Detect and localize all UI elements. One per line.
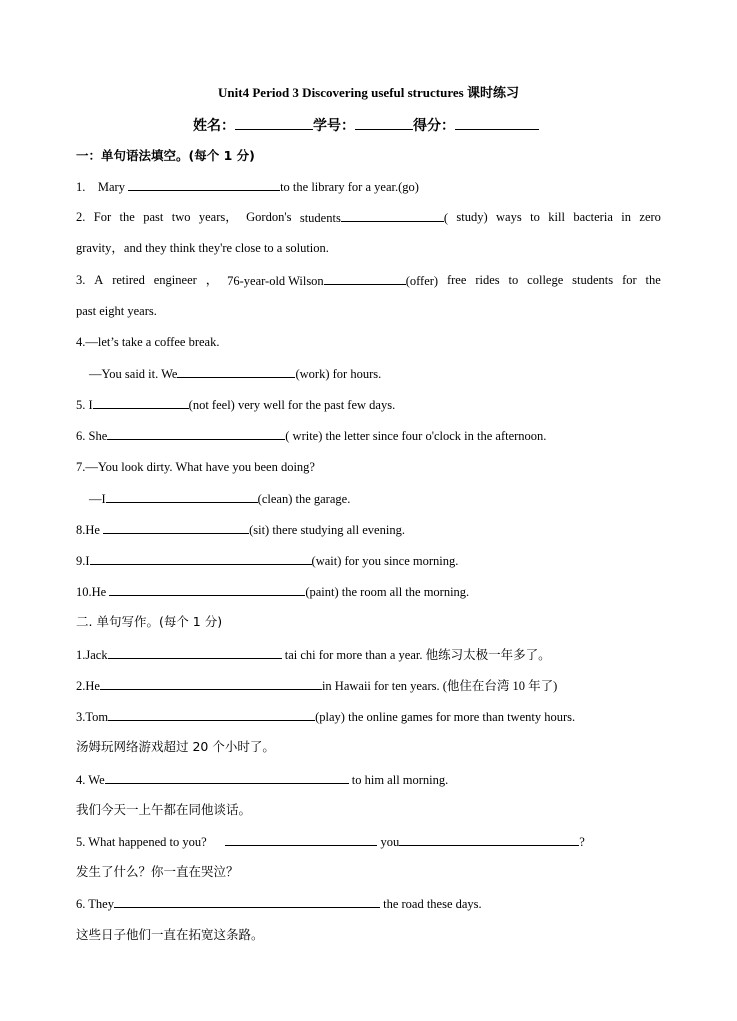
question-text: 6. They bbox=[76, 897, 114, 911]
question-text: 8.He bbox=[76, 523, 100, 537]
word: Gordon's bbox=[246, 210, 292, 224]
answer-blank[interactable] bbox=[225, 833, 377, 846]
question-text: Mary bbox=[97, 180, 125, 194]
question-text: 10.He bbox=[76, 585, 107, 599]
question-text: you bbox=[380, 835, 400, 849]
question-text: 3.Tom bbox=[76, 710, 109, 724]
question-text: 5. What happened to you? bbox=[76, 835, 207, 849]
word: ， bbox=[205, 273, 219, 287]
question-8 bbox=[76, 521, 405, 538]
question-text: 2.He bbox=[76, 679, 100, 693]
word: study) bbox=[456, 210, 488, 224]
answer-blank[interactable] bbox=[90, 552, 312, 565]
section-2-heading: 二. 单句写作。(每个 1 分) bbox=[76, 614, 223, 629]
question-4-line-1: 4.—let’s take a coffee break. bbox=[76, 335, 220, 349]
question-text: (work) for hours. bbox=[295, 367, 382, 381]
question-text: 1.Jack bbox=[76, 648, 108, 662]
word: rides bbox=[475, 273, 500, 287]
word: students bbox=[299, 211, 341, 225]
answer-blank[interactable] bbox=[128, 178, 280, 191]
question-text: ? bbox=[579, 835, 585, 849]
question-4-line-2 bbox=[89, 365, 381, 382]
word: college bbox=[527, 273, 564, 287]
word: past bbox=[143, 210, 164, 224]
word: students bbox=[572, 273, 614, 287]
writing-5 bbox=[76, 833, 585, 850]
question-6 bbox=[76, 427, 546, 444]
word: 3. bbox=[76, 273, 86, 287]
name-label: 姓名： bbox=[193, 119, 235, 134]
word: 2. bbox=[76, 210, 86, 224]
word: bacteria bbox=[573, 210, 613, 224]
question-3-line-1 bbox=[76, 272, 661, 289]
word: ways bbox=[496, 210, 522, 224]
writing-4 bbox=[76, 771, 448, 788]
word: to bbox=[508, 273, 519, 287]
answer-blank[interactable] bbox=[341, 209, 444, 222]
answer-blank[interactable] bbox=[108, 646, 282, 659]
writing-2 bbox=[76, 677, 557, 694]
answer-blank[interactable] bbox=[93, 396, 189, 409]
question-text: 6. She bbox=[76, 429, 108, 443]
question-2-line-2: gravity，and they think they're close to a solution. bbox=[76, 241, 329, 255]
student-id-blank[interactable] bbox=[355, 117, 413, 130]
question-7-line-1: 7.—You look dirty. What have you been doing? bbox=[76, 460, 315, 474]
question-text: 5. I bbox=[76, 398, 93, 412]
question-9 bbox=[76, 552, 458, 569]
answer-blank[interactable] bbox=[109, 583, 305, 596]
question-text: to the library for a year.(go) bbox=[280, 180, 419, 194]
writing-4-translation: 我们今天一上午都在同他谈话。 bbox=[76, 802, 252, 817]
question-text: 9.I bbox=[76, 554, 90, 568]
word: ( bbox=[443, 211, 448, 225]
word: the bbox=[645, 273, 661, 287]
word: for bbox=[622, 273, 637, 287]
word: in bbox=[621, 210, 631, 224]
word: Wilson bbox=[288, 274, 324, 288]
answer-blank[interactable] bbox=[106, 490, 258, 503]
question-2-line-1 bbox=[76, 209, 661, 226]
word: to bbox=[530, 210, 540, 224]
student-info-line bbox=[193, 115, 539, 135]
word: 76-year-old bbox=[227, 274, 286, 288]
question-text: to him all morning. bbox=[351, 773, 449, 787]
question-7-line-2 bbox=[89, 490, 350, 507]
question-text: (clean) the garage. bbox=[257, 492, 351, 506]
word: kill bbox=[548, 210, 565, 224]
question-text: (paint) the room all the morning. bbox=[305, 585, 470, 599]
writing-6-translation: 这些日子他们一直在拓宽这条路。 bbox=[76, 927, 264, 942]
score-blank[interactable] bbox=[455, 117, 539, 130]
answer-blank[interactable] bbox=[399, 833, 579, 846]
question-1 bbox=[76, 178, 419, 195]
word: (offer) bbox=[405, 274, 439, 288]
answer-blank[interactable] bbox=[100, 677, 322, 690]
word: engineer bbox=[153, 273, 197, 287]
question-text: (wait) for you since morning. bbox=[311, 554, 459, 568]
answer-blank[interactable] bbox=[107, 427, 285, 440]
writing-3 bbox=[76, 708, 575, 725]
word: the bbox=[119, 210, 135, 224]
writing-3-translation: 汤姆玩网络游戏超过 20 个小时了。 bbox=[76, 739, 275, 754]
question-text: 4. We bbox=[76, 773, 105, 787]
answer-blank[interactable] bbox=[324, 272, 406, 285]
word: free bbox=[446, 273, 467, 287]
question-text: in Hawaii for ten years. (他住在台湾 10 年了) bbox=[321, 679, 558, 693]
name-blank[interactable] bbox=[235, 117, 313, 130]
question-10 bbox=[76, 583, 469, 600]
word: A bbox=[94, 273, 104, 287]
writing-6 bbox=[76, 895, 482, 912]
word: retired bbox=[112, 273, 145, 287]
answer-blank[interactable] bbox=[103, 521, 249, 534]
word: years， bbox=[198, 210, 238, 224]
question-number: 1. bbox=[76, 180, 86, 194]
score-label: 得分： bbox=[413, 119, 455, 134]
answer-blank[interactable] bbox=[114, 895, 380, 908]
question-3-line-2: past eight years. bbox=[76, 304, 157, 318]
word: zero bbox=[639, 210, 661, 224]
question-text: —You said it. We bbox=[89, 367, 178, 381]
question-text: tai chi for more than a year. 他练习太极一年多了。 bbox=[284, 648, 551, 662]
section-1-heading: 一：单句语法填空。(每个 1 分) bbox=[76, 148, 255, 163]
word: two bbox=[171, 210, 191, 224]
word: For bbox=[93, 210, 112, 224]
question-text: —I bbox=[89, 492, 106, 506]
worksheet-title: Unit4 Period 3 Discovering useful structures 课时练习 bbox=[218, 85, 519, 100]
question-text: the road these days. bbox=[383, 897, 482, 911]
question-text: ( write) the letter since four o'clock in the afternoon. bbox=[285, 429, 547, 443]
question-text: (sit) there studying all evening. bbox=[249, 523, 405, 537]
student-id-label: 学号： bbox=[313, 119, 355, 134]
question-text: (not feel) very well for the past few days. bbox=[188, 398, 396, 412]
question-text: (play) the online games for more than twenty hours. bbox=[315, 710, 576, 724]
answer-blank[interactable] bbox=[105, 771, 349, 784]
answer-blank[interactable] bbox=[108, 708, 315, 721]
writing-1 bbox=[76, 646, 551, 663]
question-5 bbox=[76, 396, 395, 413]
answer-blank[interactable] bbox=[177, 365, 295, 378]
writing-5-translation: 发生了什么？你一直在哭泣？ bbox=[76, 864, 239, 879]
